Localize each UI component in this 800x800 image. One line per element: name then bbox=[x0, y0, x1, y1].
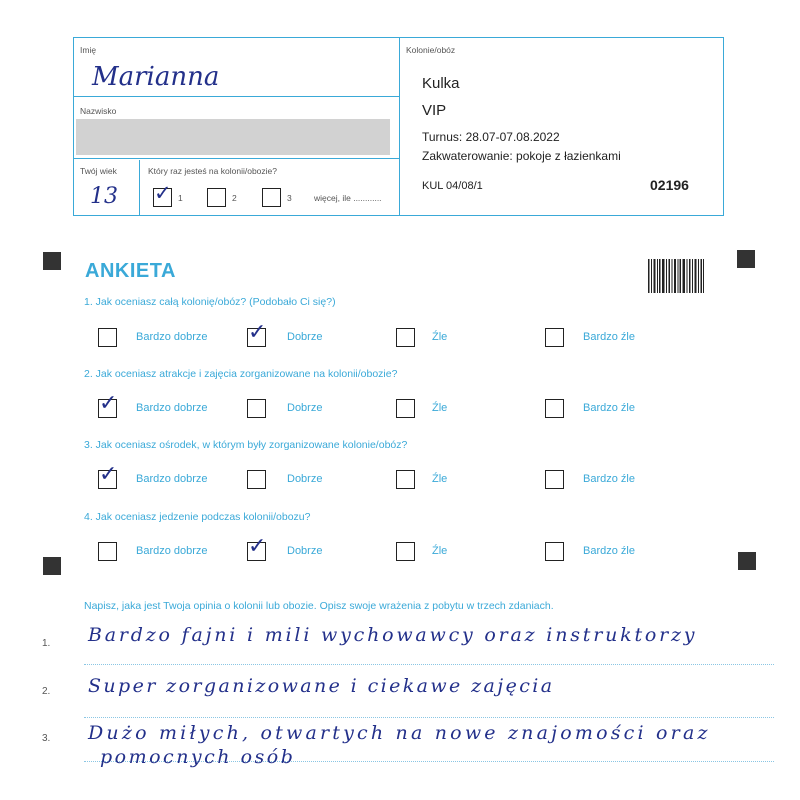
divider bbox=[74, 158, 399, 159]
wiecej-label: więcej, ile ............ bbox=[314, 193, 382, 203]
ktory-raz-label: Który raz jesteś na kolonii/obozie? bbox=[148, 166, 277, 176]
q4-option-label: Dobrze bbox=[287, 545, 323, 557]
q2-checkbox-zle[interactable] bbox=[396, 399, 415, 418]
checkmark-icon: ✓ bbox=[99, 391, 118, 416]
barcode-icon bbox=[648, 259, 704, 293]
q4-checkbox-zle[interactable] bbox=[396, 542, 415, 561]
q1-checkbox-bardzo-zle[interactable] bbox=[545, 328, 564, 347]
answer-line-4[interactable]: pomocnych osób bbox=[100, 746, 296, 768]
q3-option-label: Źle bbox=[432, 473, 448, 485]
nazwisko-label: Nazwisko bbox=[80, 106, 117, 116]
q4-option-label: Bardzo źle bbox=[583, 545, 635, 557]
writing-line bbox=[84, 664, 774, 665]
q1-checkbox-bardzo-dobrze[interactable] bbox=[98, 328, 117, 347]
kolonia-number: 02196 bbox=[650, 177, 689, 193]
q2-checkbox-dobrze[interactable] bbox=[247, 399, 266, 418]
kolonia-name: Kulka bbox=[422, 75, 460, 92]
checkmark-icon: ✓ bbox=[99, 462, 118, 487]
ktory-raz-option-1: 1 bbox=[178, 193, 183, 203]
ktory-raz-checkbox-2[interactable] bbox=[207, 188, 226, 207]
ktory-raz-option-2: 2 bbox=[232, 193, 237, 203]
q2-option-label: Bardzo dobrze bbox=[136, 402, 208, 414]
q3-option-label: Bardzo dobrze bbox=[136, 473, 208, 485]
checkmark-icon: ✓ bbox=[154, 181, 172, 205]
answer-line-2[interactable]: Super zorganizowane i ciekawe zajęcia bbox=[88, 675, 555, 697]
q3-checkbox-zle[interactable] bbox=[396, 470, 415, 489]
q1-option-label: Źle bbox=[432, 331, 448, 343]
line-number-2: 2. bbox=[42, 686, 51, 697]
imie-label: Imię bbox=[80, 45, 97, 55]
q3-checkbox-bardzo-zle[interactable] bbox=[545, 470, 564, 489]
imie-value[interactable]: Marianna bbox=[92, 62, 220, 92]
q4-option-label: Źle bbox=[432, 545, 448, 557]
registration-marker bbox=[43, 252, 61, 270]
line-number-3: 3. bbox=[42, 733, 51, 744]
question-1: 1. Jak oceniasz całą kolonię/obóz? (Podobało Ci się?) bbox=[84, 296, 336, 308]
q4-checkbox-bardzo-dobrze[interactable] bbox=[98, 542, 117, 561]
turnus: Turnus: 28.07-07.08.2022 bbox=[422, 130, 560, 144]
kolonia-code: KUL 04/08/1 bbox=[422, 180, 483, 192]
question-3: 3. Jak oceniasz ośrodek, w którym były zorganizowane kolonie/obóz? bbox=[84, 439, 408, 451]
registration-marker bbox=[43, 557, 61, 575]
kolonia-info-box bbox=[399, 37, 724, 216]
opinion-prompt: Napisz, jaka jest Twoja opinia o kolonii lub obozie. Opisz swoje wrażenia z pobytu w trzech zdaniach. bbox=[84, 600, 554, 612]
wiek-label: Twój wiek bbox=[80, 166, 117, 176]
q1-checkbox-zle[interactable] bbox=[396, 328, 415, 347]
q1-option-label: Bardzo źle bbox=[583, 331, 635, 343]
registration-marker bbox=[738, 552, 756, 570]
q1-option-label: Bardzo dobrze bbox=[136, 331, 208, 343]
zakwaterowanie: Zakwaterowanie: pokoje z łazienkami bbox=[422, 149, 621, 163]
writing-line bbox=[84, 717, 774, 718]
checkmark-icon: ✓ bbox=[248, 534, 267, 559]
checkmark-icon: ✓ bbox=[248, 320, 267, 345]
registration-marker bbox=[737, 250, 755, 268]
survey-title: ANKIETA bbox=[85, 260, 176, 282]
divider bbox=[139, 160, 140, 215]
question-4: 4. Jak oceniasz jedzenie podczas kolonii/obozu? bbox=[84, 511, 311, 523]
q3-option-label: Dobrze bbox=[287, 473, 323, 485]
nazwisko-redacted-field bbox=[76, 119, 390, 155]
divider bbox=[74, 96, 399, 97]
kolonia-type: VIP bbox=[422, 102, 447, 119]
q4-option-label: Bardzo dobrze bbox=[136, 545, 208, 557]
q3-option-label: Bardzo źle bbox=[583, 473, 635, 485]
q2-option-label: Źle bbox=[432, 402, 448, 414]
q4-checkbox-bardzo-zle[interactable] bbox=[545, 542, 564, 561]
ktory-raz-option-3: 3 bbox=[287, 193, 292, 203]
answer-line-3[interactable]: Dużo miłych, otwartych na nowe znajomości oraz bbox=[88, 722, 711, 744]
q2-option-label: Bardzo źle bbox=[583, 402, 635, 414]
q1-option-label: Dobrze bbox=[287, 331, 323, 343]
wiek-value[interactable]: 13 bbox=[90, 184, 118, 209]
q2-option-label: Dobrze bbox=[287, 402, 323, 414]
question-2: 2. Jak oceniasz atrakcje i zajęcia zorganizowane na kolonii/obozie? bbox=[84, 368, 398, 380]
kolonia-label: Kolonie/obóz bbox=[406, 45, 456, 55]
personal-info-box bbox=[73, 37, 400, 216]
ktory-raz-checkbox-3[interactable] bbox=[262, 188, 281, 207]
answer-line-1[interactable]: Bardzo fajni i mili wychowawcy oraz instruktorzy bbox=[88, 624, 698, 646]
line-number-1: 1. bbox=[42, 638, 51, 649]
q3-checkbox-dobrze[interactable] bbox=[247, 470, 266, 489]
q2-checkbox-bardzo-zle[interactable] bbox=[545, 399, 564, 418]
